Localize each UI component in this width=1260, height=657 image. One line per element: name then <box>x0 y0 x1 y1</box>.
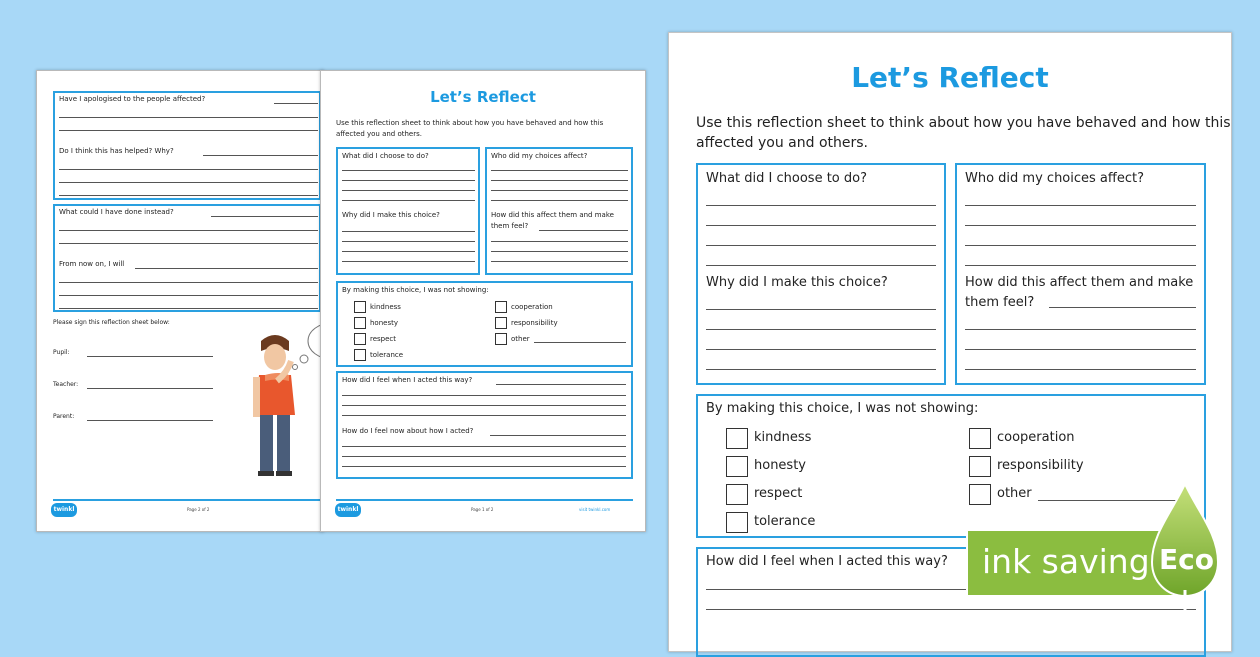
small-tolerance-label: tolerance <box>370 351 404 359</box>
kindness-label: kindness <box>754 430 812 445</box>
twinkl-logo: twinkl <box>51 503 77 517</box>
small-respect-label: respect <box>370 335 397 343</box>
small-intro-line-1: Use this reflection sheet to think about how you have behaved and how this <box>336 119 604 127</box>
small-not-showing-box <box>336 281 633 367</box>
other-label: other <box>997 486 1032 501</box>
small-respect-checkbox[interactable] <box>354 333 366 345</box>
question-helped: Do I think this has helped? Why? <box>59 147 174 155</box>
page-1-label: Page 1 of 2 <box>471 507 494 512</box>
teacher-label: Teacher: <box>53 381 79 388</box>
intro-line-2: affected you and others. <box>696 135 868 151</box>
small-q-affect: Who did my choices affect? <box>491 152 588 160</box>
small-honesty-checkbox[interactable] <box>354 317 366 329</box>
sign-prompt: Please sign this reflection sheet below: <box>53 319 170 326</box>
small-responsibility-checkbox[interactable] <box>495 317 507 329</box>
intro-line-1: Use this reflection sheet to think about how you have behaved and how this <box>696 115 1231 131</box>
question-instead: What could I have done instead? <box>59 208 174 216</box>
question-from-now: From now on, I will <box>59 260 125 268</box>
small-not-showing: By making this choice, I was not showing: <box>342 286 489 294</box>
honesty-checkbox[interactable] <box>726 456 748 477</box>
apology-box <box>53 91 321 200</box>
tolerance-checkbox[interactable] <box>726 512 748 533</box>
small-feelings-box <box>336 371 633 479</box>
small-honesty-label: honesty <box>370 319 398 327</box>
small-other-label: other <box>511 335 530 343</box>
cooperation-checkbox[interactable] <box>969 428 991 449</box>
small-q-why: Why did I make this choice? <box>342 211 440 219</box>
small-intro-line-2: affected you and others. <box>336 130 422 138</box>
parent-label: Parent: <box>53 413 75 420</box>
site-link[interactable]: visit twinkl.com <box>579 507 611 512</box>
small-q-now: How do I feel now about how I acted? <box>342 427 474 435</box>
cooperation-label: cooperation <box>997 430 1075 445</box>
small-affect-box <box>485 147 633 275</box>
page-2-label: Page 2 of 2 <box>187 507 210 512</box>
small-tolerance-checkbox[interactable] <box>354 349 366 361</box>
question-acted: How did I feel when I acted this way? <box>706 554 948 569</box>
small-cooperation-label: cooperation <box>511 303 553 311</box>
respect-label: respect <box>754 486 803 501</box>
small-kindness-label: kindness <box>370 303 401 311</box>
responsibility-checkbox[interactable] <box>969 456 991 477</box>
pupil-label: Pupil: <box>53 349 70 356</box>
question-feel-line-2: them feel? <box>965 295 1035 310</box>
instead-box <box>53 204 321 312</box>
tolerance-label: tolerance <box>754 514 816 529</box>
small-responsibility-label: responsibility <box>511 319 558 327</box>
other-checkbox[interactable] <box>969 484 991 505</box>
question-why: Why did I make this choice? <box>706 275 888 290</box>
eco-label: Eco <box>1159 543 1214 576</box>
small-kindness-checkbox[interactable] <box>354 301 366 313</box>
respect-checkbox[interactable] <box>726 484 748 505</box>
question-feel-line-1: How did this affect them and make <box>965 275 1194 290</box>
affect-box <box>955 163 1206 385</box>
small-cooperation-checkbox[interactable] <box>495 301 507 313</box>
question-choose: What did I choose to do? <box>706 171 867 186</box>
page-title: Let’s Reflect <box>851 61 1049 94</box>
small-q-feel-1: How did this affect them and make <box>491 211 614 219</box>
worksheet-page-2-thumbnail <box>36 70 324 532</box>
kindness-checkbox[interactable] <box>726 428 748 449</box>
honesty-label: honesty <box>754 458 806 473</box>
small-title: Let’s Reflect <box>430 88 536 106</box>
small-q-feel-2: them feel? <box>491 222 529 230</box>
question-apologised: Have I apologised to the people affected? <box>59 95 206 103</box>
twinkl-logo-small: twinkl <box>335 503 361 517</box>
small-other-checkbox[interactable] <box>495 333 507 345</box>
not-showing-label: By making this choice, I was not showing: <box>706 401 979 416</box>
question-affect: Who did my choices affect? <box>965 171 1144 186</box>
not-showing-box <box>696 394 1206 538</box>
choice-box <box>696 163 946 385</box>
worksheet-page-1-thumbnail <box>320 70 646 532</box>
small-q-choose: What did I choose to do? <box>342 152 429 160</box>
responsibility-label: responsibility <box>997 458 1084 473</box>
ink-saving-text: ink saving <box>982 542 1150 581</box>
small-choice-box <box>336 147 480 275</box>
small-q-acted: How did I feel when I acted this way? <box>342 376 473 384</box>
